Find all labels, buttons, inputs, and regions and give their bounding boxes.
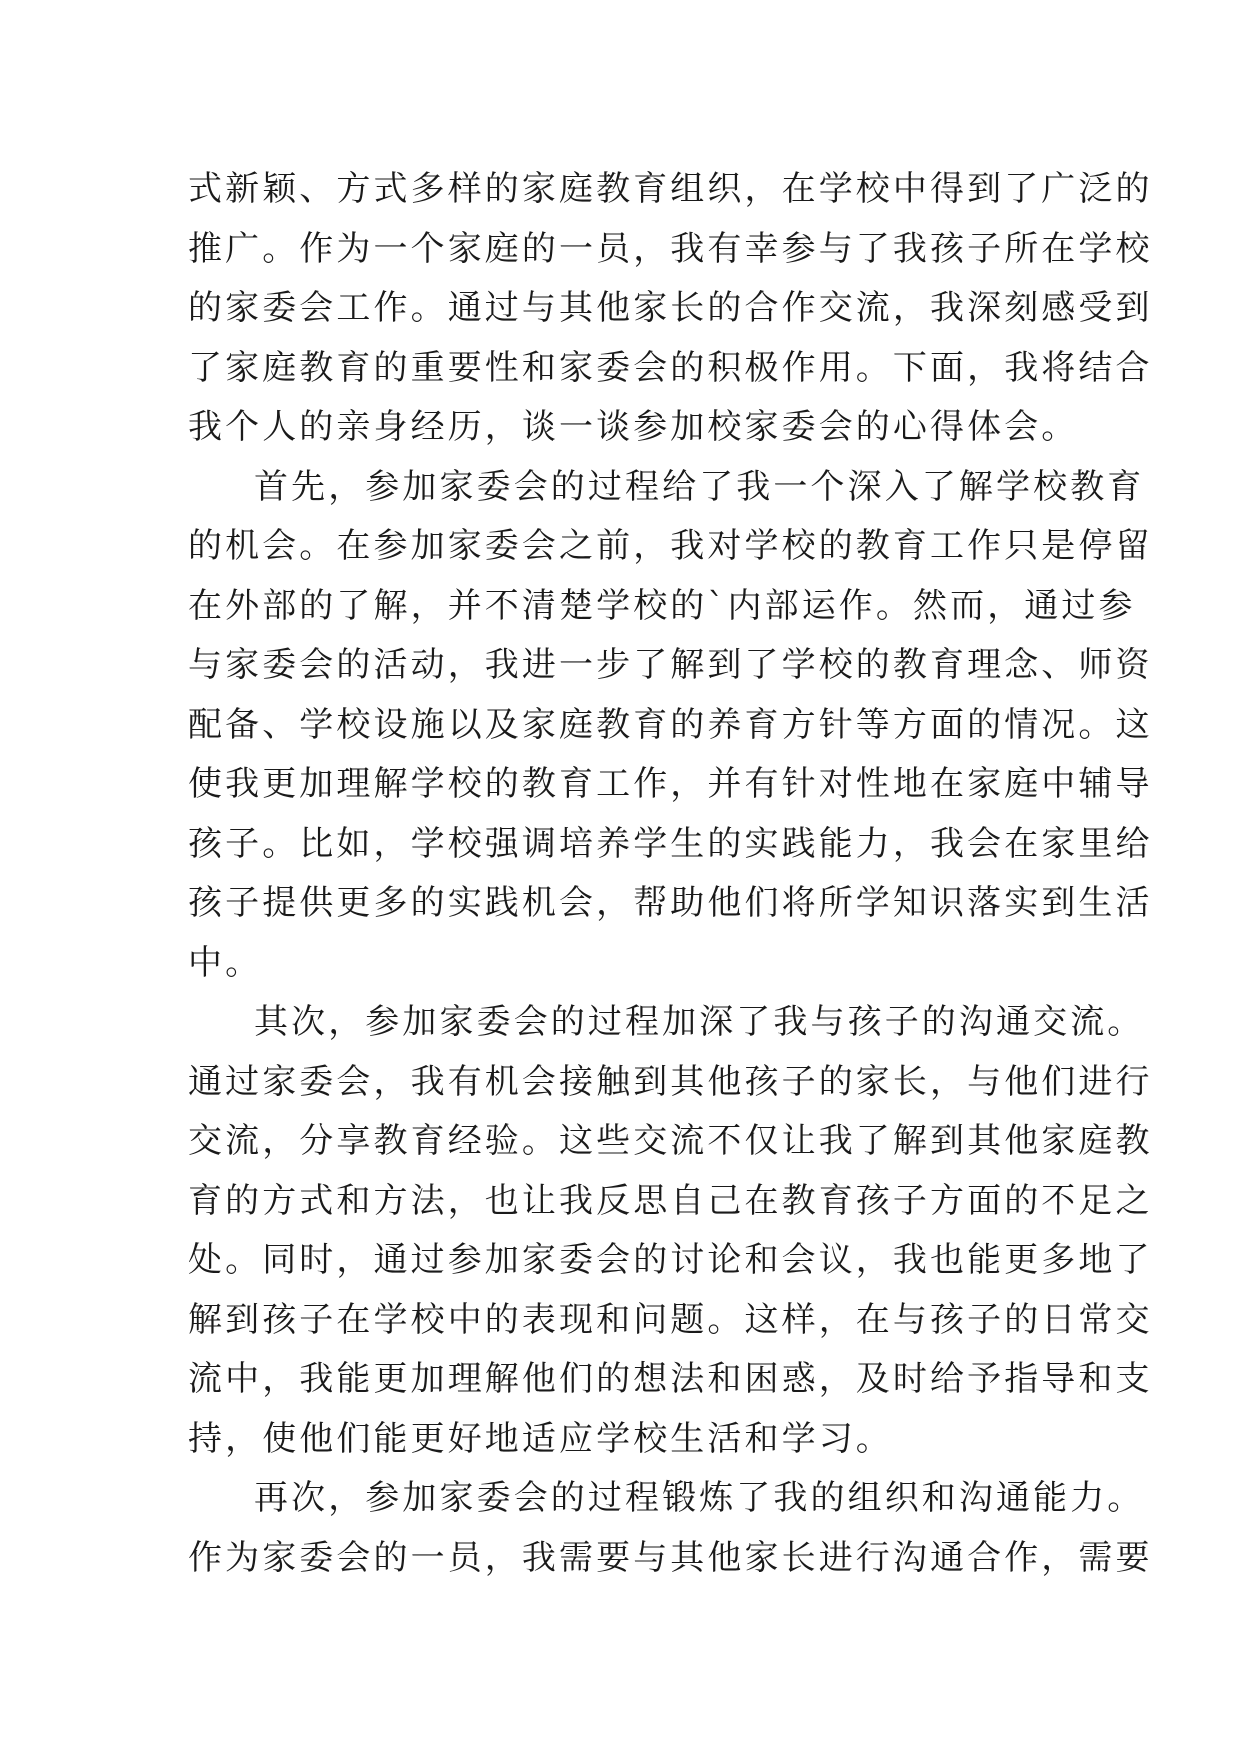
text-line: 流中，我能更加理解他们的想法和困惑，及时给予指导和支 bbox=[188, 1359, 1153, 1399]
text-line: 处。同时，通过参加家委会的讨论和会议，我也能更多地了 bbox=[188, 1240, 1153, 1280]
text-line: 的家委会工作。通过与其他家长的合作交流，我深刻感受到 bbox=[188, 288, 1153, 328]
text-line: 我个人的亲身经历，谈一谈参加校家委会的心得体会。 bbox=[188, 407, 1079, 447]
text-line: 配备、学校设施以及家庭教育的养育方针等方面的情况。这 bbox=[188, 704, 1153, 745]
text-line: 在外部的了解，并不清楚学校的`内部运作。然而，通过参 bbox=[188, 585, 1136, 626]
text-line: 解到孩子在学校中的表现和问题。这样，在与孩子的日常交 bbox=[188, 1299, 1153, 1340]
paragraph-first-line: 其次，参加家委会的过程加深了我与孩子的沟通交流。 bbox=[254, 1002, 1145, 1042]
text-line: 推广。作为一个家庭的一员，我有幸参与了我孩子所在学校 bbox=[188, 228, 1153, 269]
text-line: 使我更加理解学校的教育工作，并有针对性地在家庭中辅导 bbox=[188, 764, 1153, 804]
body-text bbox=[188, 160, 1153, 1588]
paragraph-first-line: 首先，参加家委会的过程给了我一个深入了解学校教育 bbox=[254, 466, 1145, 507]
paragraph-first-line: 再次，参加家委会的过程锻炼了我的组织和沟通能力。 bbox=[254, 1478, 1145, 1518]
text-line: 交流，分享教育经验。这些交流不仅让我了解到其他家庭教 bbox=[188, 1121, 1153, 1161]
text-line: 持，使他们能更好地适应学校生活和学习。 bbox=[188, 1418, 893, 1459]
text-line: 中。 bbox=[188, 942, 263, 983]
text-line: 孩子。比如，学校强调培养学生的实践能力，我会在家里给 bbox=[188, 823, 1153, 864]
text-line: 的机会。在参加家委会之前，我对学校的教育工作只是停留 bbox=[188, 526, 1153, 566]
text-line: 与家委会的活动，我进一步了解到了学校的教育理念、师资 bbox=[188, 645, 1153, 685]
text-line: 孩子提供更多的实践机会，帮助他们将所学知识落实到生活 bbox=[188, 883, 1153, 923]
text-line: 通过家委会，我有机会接触到其他孩子的家长，与他们进行 bbox=[188, 1061, 1153, 1102]
text-line: 了家庭教育的重要性和家委会的积极作用。下面，我将结合 bbox=[188, 347, 1153, 388]
text-line: 作为家委会的一员，我需要与其他家长进行沟通合作，需要 bbox=[188, 1537, 1153, 1578]
text-line: 式新颖、方式多样的家庭教育组织，在学校中得到了广泛的 bbox=[188, 169, 1153, 209]
text-line: 育的方式和方法，也让我反思自己在教育孩子方面的不足之 bbox=[188, 1180, 1153, 1221]
